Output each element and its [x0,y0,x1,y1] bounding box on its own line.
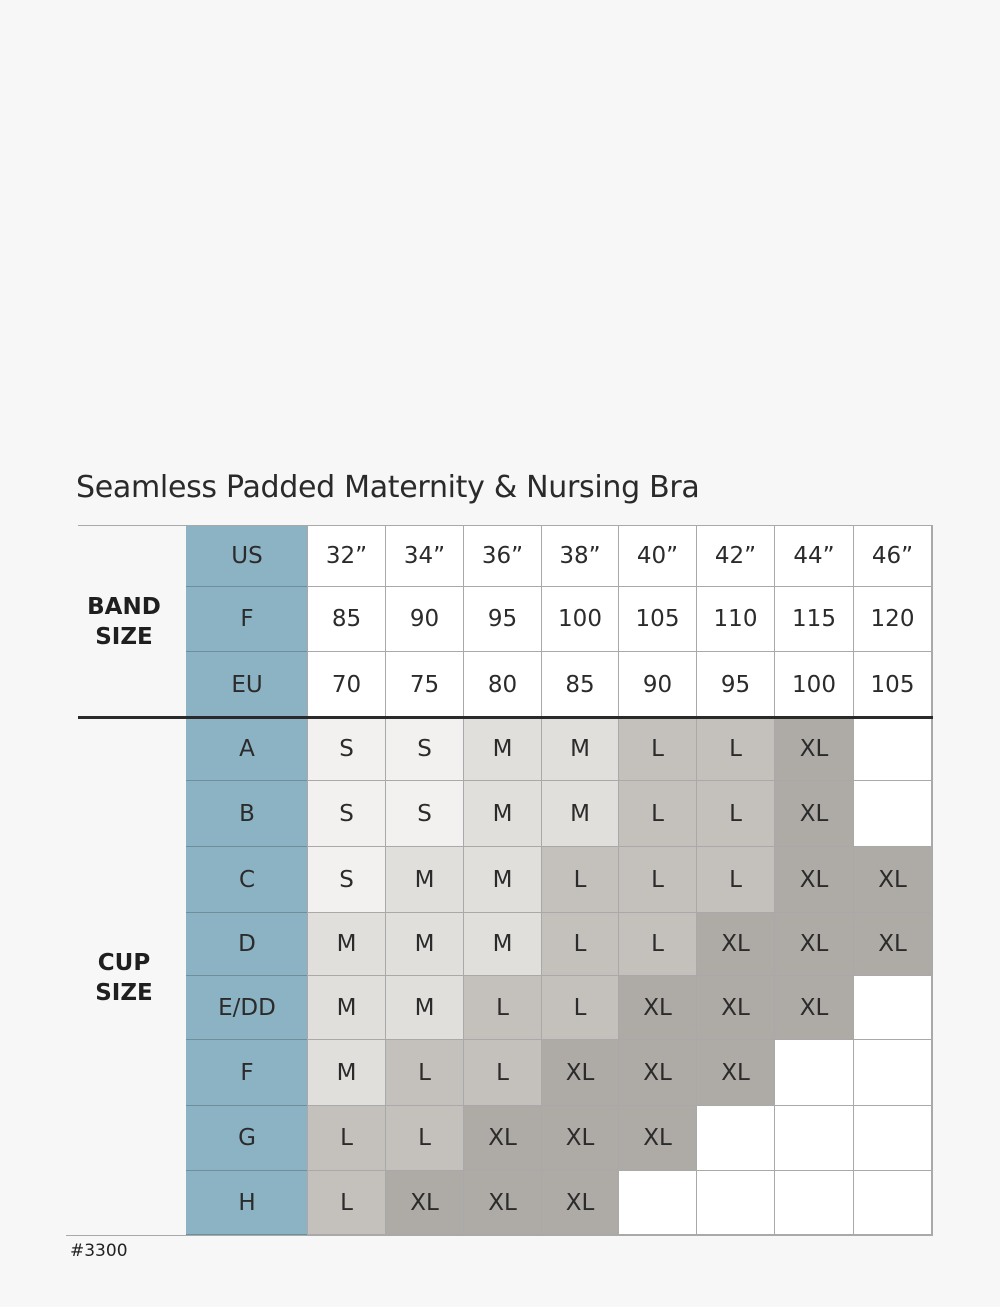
empty-cell [854,781,932,847]
band-row-label: US [186,526,308,587]
cup-row-label: A [186,718,308,781]
size-cell: S [386,781,464,847]
size-cell: XL [464,1171,542,1235]
size-cell: L [308,1171,386,1235]
size-cell: XL [542,1106,619,1171]
size-cell: L [308,1106,386,1171]
band-row-label: F [186,587,308,652]
band-cell: 34” [386,526,464,587]
size-cell: L [464,976,542,1040]
band-cell: 110 [697,587,775,652]
size-cell: XL [542,1171,619,1235]
size-cell: L [542,976,619,1040]
band-cell: 90 [619,652,697,718]
band-cell: 90 [386,587,464,652]
size-cell: L [464,1040,542,1106]
size-cell: XL [619,1040,697,1106]
size-cell: M [542,781,619,847]
size-cell: M [464,718,542,781]
cup-row-label: F [186,1040,308,1106]
size-cell: L [619,781,697,847]
size-cell: L [697,847,775,913]
size-cell: S [308,847,386,913]
size-cell: M [308,976,386,1040]
size-cell: XL [854,913,932,976]
size-cell: M [464,847,542,913]
size-cell: XL [697,1040,775,1106]
size-cell: XL [386,1171,464,1235]
cup-row-label: D [186,913,308,976]
table-right-border [932,526,933,1235]
band-cell: 40” [619,526,697,587]
band-cell: 95 [464,587,542,652]
size-cell: XL [775,976,854,1040]
cup-row-label: E/DD [186,976,308,1040]
size-cell: S [308,781,386,847]
size-cell: L [697,718,775,781]
empty-cell [854,1040,932,1106]
size-cell: L [619,913,697,976]
size-cell: M [308,913,386,976]
chart-title: Seamless Padded Maternity & Nursing Bra [76,470,700,505]
empty-cell [775,1106,854,1171]
size-cell: M [386,847,464,913]
size-cell: L [542,913,619,976]
size-cell: M [308,1040,386,1106]
cup-row-label: H [186,1171,308,1235]
size-cell: XL [542,1040,619,1106]
band-cell: 36” [464,526,542,587]
size-cell: XL [775,913,854,976]
empty-cell [854,976,932,1040]
size-cell: M [386,976,464,1040]
band-cell: 85 [542,652,619,718]
table-top-border [78,525,933,526]
size-cell: M [386,913,464,976]
size-cell: L [697,781,775,847]
band-cell: 105 [854,652,932,718]
band-cell: 120 [854,587,932,652]
size-cell: XL [854,847,932,913]
empty-cell [697,1106,775,1171]
size-cell: L [619,847,697,913]
size-cell: XL [619,1106,697,1171]
band-cell: 46” [854,526,932,587]
size-cell: L [386,1106,464,1171]
cup-row-label: C [186,847,308,913]
band-cell: 70 [308,652,386,718]
table-bottom-border [66,1235,933,1236]
empty-cell [854,1171,932,1235]
band-cup-divider [78,716,933,719]
size-cell: XL [697,913,775,976]
style-number: #3300 [70,1241,128,1261]
band-cell: 42” [697,526,775,587]
size-cell: M [464,913,542,976]
size-cell: S [308,718,386,781]
band-cell: 115 [775,587,854,652]
empty-cell [775,1040,854,1106]
band-cell: 100 [775,652,854,718]
size-cell: XL [464,1106,542,1171]
band-cell: 80 [464,652,542,718]
empty-cell [854,718,932,781]
band-row-label: EU [186,652,308,718]
empty-cell [697,1171,775,1235]
size-cell: XL [697,976,775,1040]
band-cell: 32” [308,526,386,587]
band-cell: 100 [542,587,619,652]
size-cell: XL [619,976,697,1040]
band-cell: 38” [542,526,619,587]
band-cell: 44” [775,526,854,587]
size-cell: XL [775,781,854,847]
empty-cell [775,1171,854,1235]
cup-size-label: CUP SIZE [95,950,153,1006]
cup-row-label: B [186,781,308,847]
band-size-label: BAND SIZE [87,594,161,650]
size-cell: S [386,718,464,781]
size-cell: M [464,781,542,847]
band-cell: 75 [386,652,464,718]
size-cell: M [542,718,619,781]
band-cell: 85 [308,587,386,652]
empty-cell [619,1171,697,1235]
size-cell: XL [775,847,854,913]
band-cell: 105 [619,587,697,652]
band-cell: 95 [697,652,775,718]
empty-cell [854,1106,932,1171]
size-cell: XL [775,718,854,781]
size-cell: L [619,718,697,781]
cup-row-label: G [186,1106,308,1171]
size-cell: L [542,847,619,913]
label-column-divider [307,526,308,1235]
size-cell: L [386,1040,464,1106]
